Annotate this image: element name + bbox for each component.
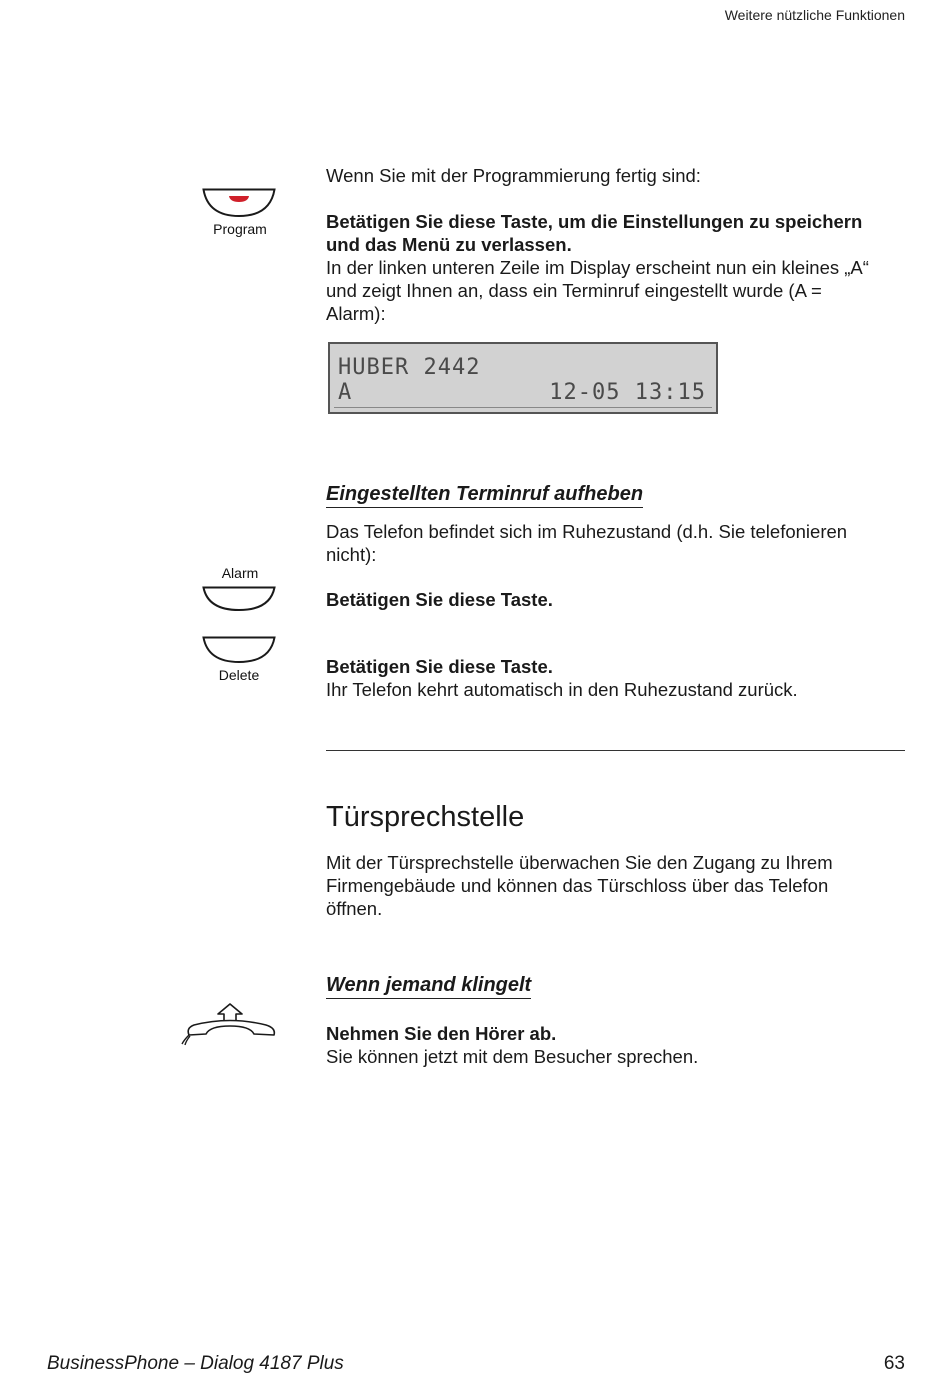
delete-key-icon xyxy=(202,636,276,664)
subsection-title-doorbell: Wenn jemand klingelt xyxy=(326,973,531,999)
display-line-2-left: A xyxy=(338,380,353,405)
program-key-label: Program xyxy=(213,221,267,237)
display-line-2-right: 12-05 13:15 xyxy=(549,380,706,405)
program-key-icon xyxy=(202,188,276,218)
phone-display xyxy=(328,342,718,414)
display-line-1: HUBER 2442 xyxy=(338,355,481,380)
cancel-intro: Das Telefon befindet sich im Ruhezustand (d.h. Sie telefonieren nicht): xyxy=(326,521,848,565)
alarm-key-label: Alarm xyxy=(221,565,259,581)
delete-key-label: Delete xyxy=(218,667,260,683)
program-instruction: Betätigen Sie diese Taste, um die Einstellungen zu speichern und das Menü zu verlassen. In der linken unteren Zeile im Display erscheint nun ein kleines „A“ und zeigt Ihnen an, dass ein Terminruf eingestellt wurde (A = Alarm): xyxy=(326,211,869,324)
section-divider xyxy=(326,750,905,751)
section-title-door-intercom: Türsprechstelle xyxy=(326,801,525,833)
cancel-step-2: Betätigen Sie diese Taste. Ihr Telefon kehrt automatisch in den Ruhezustand zurück. xyxy=(326,656,798,700)
door-intro: Mit der Türsprechstelle überwachen Sie den Zugang zu Ihrem Firmengebäude und können das Türschloss über das Telefon öffnen. xyxy=(326,852,833,919)
handset-lift-icon xyxy=(180,1002,278,1048)
page-number: 63 xyxy=(883,1353,905,1374)
section-title-cancel-alarm: Eingestellten Terminruf aufheben xyxy=(326,482,643,508)
door-step: Nehmen Sie den Hörer ab. Sie können jetzt mit dem Besucher sprechen. xyxy=(326,1023,699,1067)
alarm-key-icon xyxy=(202,586,276,612)
running-header: Weitere nützliche Funktionen xyxy=(724,7,905,23)
footer-product-name: BusinessPhone – Dialog 4187 Plus xyxy=(47,1353,344,1374)
cancel-step-1: Betätigen Sie diese Taste. xyxy=(326,589,553,610)
program-intro: Wenn Sie mit der Programmierung fertig sind: xyxy=(326,165,701,186)
